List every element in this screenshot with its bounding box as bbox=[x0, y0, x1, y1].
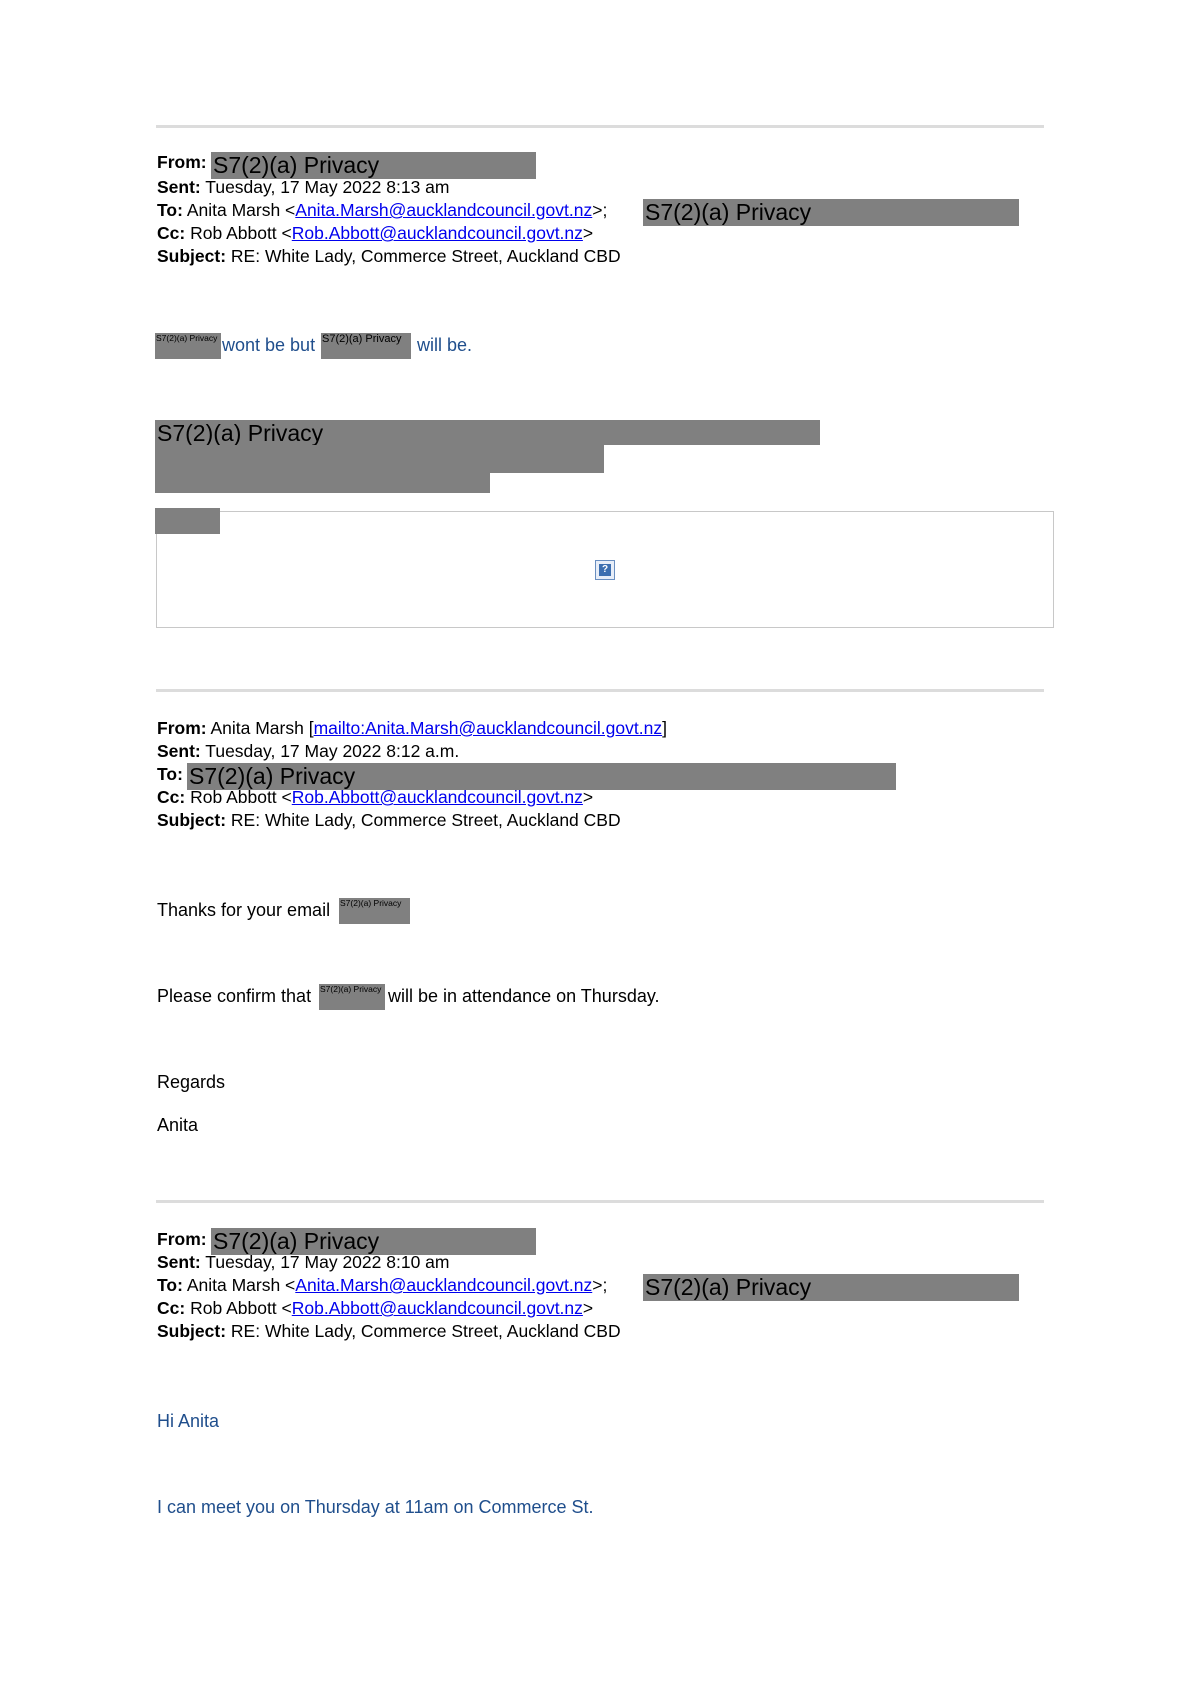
separator-rule bbox=[156, 1200, 1044, 1203]
email1-body-part1: wont be but bbox=[222, 335, 316, 355]
cc-email-link[interactable]: Rob.Abbott@aucklandcouncil.govt.nz bbox=[291, 1298, 583, 1318]
email2-regards: Regards bbox=[157, 1072, 226, 1092]
separator-rule bbox=[156, 125, 1044, 128]
from-tail: ] bbox=[662, 718, 667, 738]
cc-tail: > bbox=[582, 223, 594, 243]
from-label: From: bbox=[157, 1229, 207, 1249]
broken-image-icon: ? bbox=[595, 560, 615, 580]
redaction-block: S7(2)(a) Privacy bbox=[155, 333, 221, 359]
redaction-block: S7(2)(a) Privacy bbox=[643, 1274, 1019, 1301]
cc-tail: > bbox=[582, 1298, 594, 1318]
redaction-block bbox=[155, 445, 604, 473]
to-label: To: bbox=[157, 1275, 183, 1295]
to-email-link[interactable]: Anita.Marsh@aucklandcouncil.govt.nz bbox=[295, 200, 593, 220]
from-label: From: bbox=[157, 152, 207, 172]
to-label: To: bbox=[157, 200, 183, 220]
cc-label: Cc: bbox=[157, 223, 186, 243]
email2-to-line bbox=[157, 763, 183, 786]
from-name: Anita Marsh [ bbox=[210, 718, 314, 738]
cc-label: Cc: bbox=[157, 1298, 186, 1318]
sent-label: Sent: bbox=[157, 1252, 201, 1272]
to-tail: >; bbox=[592, 1275, 608, 1295]
email3-greeting: Hi Anita bbox=[157, 1411, 220, 1431]
redaction-block: S7(2)(a) Privacy bbox=[187, 763, 896, 790]
cc-name: Rob Abbott < bbox=[190, 787, 292, 807]
email2-subject-line bbox=[157, 809, 621, 832]
redaction-block: S7(2)(a) Privacy bbox=[211, 152, 536, 179]
redaction-block: S7(2)(a) Privacy bbox=[319, 984, 385, 1010]
cc-name: Rob Abbott < bbox=[190, 1298, 292, 1318]
email2-line2-part2: will be in attendance on Thursday. bbox=[388, 986, 660, 1006]
redaction-block: S7(2)(a) Privacy bbox=[339, 898, 410, 924]
cc-name: Rob Abbott < bbox=[190, 223, 292, 243]
cc-email-link[interactable]: Rob.Abbott@aucklandcouncil.govt.nz bbox=[291, 787, 583, 807]
email1-to-line bbox=[157, 199, 607, 222]
email2-sent-line bbox=[157, 740, 459, 763]
redaction-block bbox=[155, 508, 220, 534]
from-label: From: bbox=[157, 718, 207, 738]
to-name: Anita Marsh < bbox=[186, 200, 296, 220]
redaction-block: S7(2)(a) Privacy bbox=[643, 199, 1019, 226]
redaction-block: S7(2)(a) Privacy bbox=[321, 333, 411, 359]
sent-label: Sent: bbox=[157, 177, 201, 197]
email1-from-line bbox=[157, 151, 207, 174]
email1-body-part2: will be. bbox=[417, 335, 473, 355]
separator-rule bbox=[156, 689, 1044, 692]
cc-email-link[interactable]: Rob.Abbott@aucklandcouncil.govt.nz bbox=[291, 223, 583, 243]
email3-to-line bbox=[157, 1274, 607, 1297]
sent-value: Tuesday, 17 May 2022 8:12 a.m. bbox=[205, 741, 460, 761]
subject-value: RE: White Lady, Commerce Street, Auckland CBD bbox=[230, 1321, 621, 1341]
subject-label: Subject: bbox=[157, 810, 227, 830]
redaction-block: S7(2)(a) Privacy bbox=[155, 420, 820, 445]
subject-label: Subject: bbox=[157, 1321, 227, 1341]
to-label: To: bbox=[157, 764, 183, 784]
from-email-link[interactable]: mailto:Anita.Marsh@aucklandcouncil.govt.nz bbox=[313, 718, 663, 738]
email2-signature: Anita bbox=[157, 1115, 199, 1135]
to-name: Anita Marsh < bbox=[186, 1275, 296, 1295]
email2-from-line bbox=[157, 717, 667, 740]
email3-subject-line bbox=[157, 1320, 621, 1343]
sent-value: Tuesday, 17 May 2022 8:10 am bbox=[205, 1252, 450, 1272]
cc-tail: > bbox=[582, 787, 594, 807]
redaction-block bbox=[155, 473, 490, 493]
to-email-link[interactable]: Anita.Marsh@aucklandcouncil.govt.nz bbox=[295, 1275, 593, 1295]
subject-value: RE: White Lady, Commerce Street, Auckland CBD bbox=[230, 810, 621, 830]
cc-label: Cc: bbox=[157, 787, 186, 807]
subject-value: RE: White Lady, Commerce Street, Auckland CBD bbox=[230, 246, 621, 266]
email1-subject-line bbox=[157, 245, 621, 268]
subject-label: Subject: bbox=[157, 246, 227, 266]
email1-sent-line bbox=[157, 176, 449, 199]
email2-line1: Thanks for your email bbox=[157, 900, 331, 920]
email3-body: I can meet you on Thursday at 11am on Commerce St. bbox=[157, 1497, 594, 1517]
email3-from-line bbox=[157, 1228, 207, 1251]
email3-cc-line bbox=[157, 1297, 593, 1320]
email2-cc-line bbox=[157, 786, 593, 809]
email1-cc-line bbox=[157, 222, 593, 245]
sent-label: Sent: bbox=[157, 741, 201, 761]
to-tail: >; bbox=[592, 200, 608, 220]
email3-sent-line bbox=[157, 1251, 449, 1274]
sent-value: Tuesday, 17 May 2022 8:13 am bbox=[205, 177, 450, 197]
redaction-block: S7(2)(a) Privacy bbox=[211, 1228, 536, 1255]
email2-line2-part1: Please confirm that bbox=[157, 986, 312, 1006]
